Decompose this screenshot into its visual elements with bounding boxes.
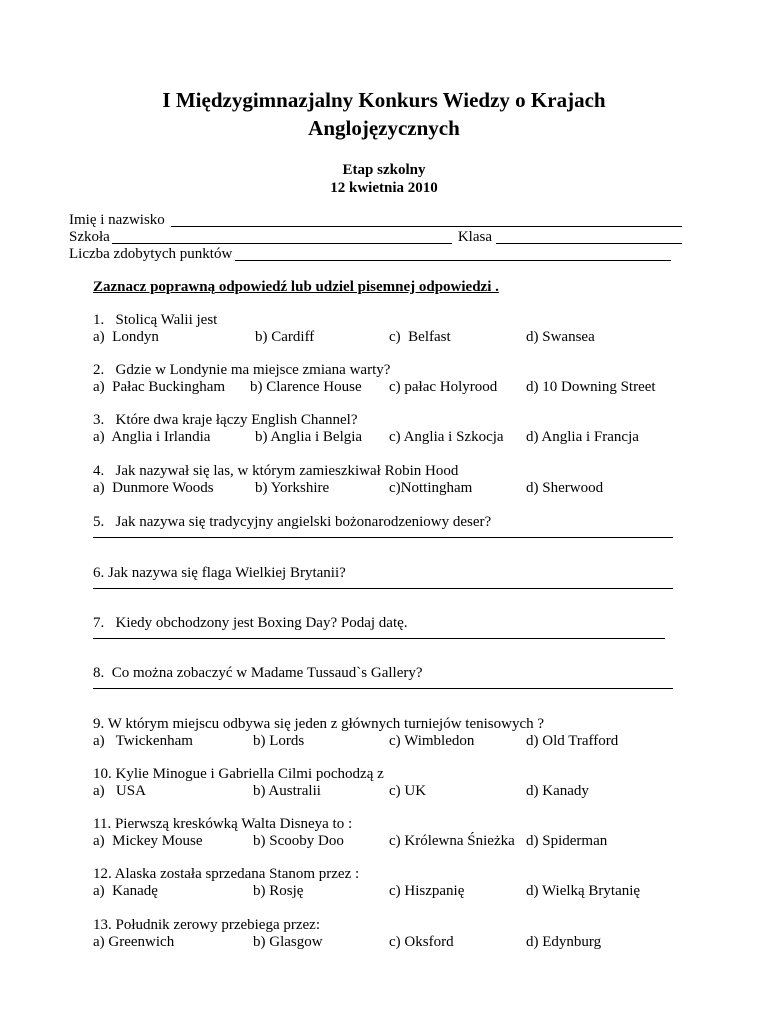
option-c[interactable]: c) pałac Holyrood [389, 379, 498, 395]
question-text: 12. Alaska została sprzedana Stanom przez : [93, 866, 360, 882]
option-d[interactable]: d) 10 Downing Street [526, 379, 656, 395]
class-field[interactable] [496, 231, 682, 244]
option-d[interactable]: d) Wielką Brytanię [526, 883, 641, 899]
option-d[interactable]: d) Swansea [526, 329, 595, 345]
option-d[interactable]: d) Anglia i Francja [526, 429, 639, 445]
question-text: 3. Które dwa kraje łączy English Channel? [93, 412, 358, 428]
option-a[interactable]: a) Greenwich [93, 934, 175, 950]
option-d[interactable]: d) Sherwood [526, 480, 604, 496]
option-d[interactable]: d) Spiderman [526, 833, 608, 849]
option-a[interactable]: a) Mickey Mouse [93, 833, 203, 849]
question-text: 5. Jak nazywa się tradycyjny angielski bożonarodzeniowy deser? [93, 514, 492, 530]
options-row [93, 934, 693, 951]
question-7 [93, 615, 665, 639]
options-row [93, 329, 693, 346]
option-c[interactable]: c) Wimbledon [389, 733, 475, 749]
name-field[interactable] [171, 214, 682, 227]
answer-line[interactable] [93, 588, 673, 589]
question-6 [93, 565, 673, 589]
title-line-2: Anglojęzycznych [308, 116, 460, 140]
question-1 [93, 312, 693, 346]
question-11 [93, 816, 693, 850]
points-label: Liczba zdobytych punktów [69, 246, 233, 262]
class-label: Klasa [457, 229, 492, 245]
question-text: 4. Jak nazywał się las, w którym zamieszkiwał Robin Hood [93, 463, 459, 479]
answer-line[interactable] [93, 638, 665, 639]
stage-label: Etap szkolny [342, 162, 426, 178]
option-b[interactable]: b) Australii [253, 783, 321, 799]
option-c[interactable]: c) UK [389, 783, 427, 799]
option-b[interactable]: b) Glasgow [253, 934, 323, 950]
question-text: 10. Kylie Minogue i Gabriella Cilmi pochodzą z [93, 766, 384, 782]
options-row [93, 733, 693, 750]
question-8 [93, 665, 673, 689]
instruction-text: Zaznacz poprawną odpowiedź lub udziel pisemnej odpowiedzi . [93, 279, 499, 295]
option-a[interactable]: a) Anglia i Irlandia [93, 429, 211, 445]
option-d[interactable]: d) Edynburg [526, 934, 602, 950]
name-label: Imię i nazwisko [69, 212, 165, 228]
question-3 [93, 412, 693, 446]
question-10 [93, 766, 693, 800]
question-13 [93, 917, 693, 951]
option-b[interactable]: b) Scooby Doo [253, 833, 344, 849]
option-c[interactable]: c) Belfast [389, 329, 451, 345]
question-text: 8. Co można zobaczyć w Madame Tussaud`s Gallery? [93, 665, 423, 681]
option-a[interactable]: a) Dunmore Woods [93, 480, 214, 496]
question-9 [93, 716, 693, 750]
question-text: 11. Pierwszą kreskówką Walta Disneya to : [93, 816, 353, 832]
title-line-1: I Międzygimnazjalny Konkurs Wiedzy o Krajach [162, 88, 606, 112]
school-field[interactable] [112, 231, 452, 244]
school-label: Szkoła [69, 229, 110, 245]
question-text: 1. Stolicą Walii jest [93, 312, 218, 328]
option-b[interactable]: b) Lords [253, 733, 305, 749]
options-row [93, 429, 693, 446]
option-c[interactable]: c)Nottingham [389, 480, 473, 496]
question-2 [93, 362, 693, 396]
answer-line[interactable] [93, 537, 673, 538]
option-c[interactable]: c) Oksford [389, 934, 454, 950]
question-text: 13. Południk zerowy przebiega przez: [93, 917, 320, 933]
option-d[interactable]: d) Old Trafford [526, 733, 619, 749]
options-row [93, 379, 693, 396]
points-row [69, 246, 693, 263]
option-c[interactable]: c) Hiszpanię [389, 883, 465, 899]
options-row [93, 480, 693, 497]
option-c[interactable]: c) Anglia i Szkocja [389, 429, 504, 445]
option-b[interactable]: b) Anglia i Belgia [255, 429, 363, 445]
question-text: 9. W którym miejscu odbywa się jeden z głównych turniejów tenisowych ? [93, 716, 545, 732]
option-b[interactable]: b) Cardiff [255, 329, 315, 345]
date-label: 12 kwietnia 2010 [330, 180, 438, 196]
option-a[interactable]: a) Londyn [93, 329, 159, 345]
options-row [93, 883, 693, 900]
options-row [93, 833, 693, 850]
school-row [69, 229, 693, 246]
option-a[interactable]: a) Twickenham [93, 733, 193, 749]
option-b[interactable]: b) Yorkshire [255, 480, 330, 496]
question-5 [93, 514, 673, 538]
name-row [69, 212, 693, 229]
student-info-fields [69, 212, 693, 263]
question-text: 2. Gdzie w Londynie ma miejsce zmiana warty? [93, 362, 391, 378]
options-row [93, 783, 693, 800]
option-b[interactable]: b) Rosję [253, 883, 304, 899]
points-field[interactable] [235, 248, 671, 261]
question-12 [93, 866, 693, 900]
option-c[interactable]: c) Królewna Śnieżka [389, 833, 515, 849]
option-a[interactable]: a) Pałac Buckingham [93, 379, 226, 395]
stage-info [0, 161, 768, 197]
option-a[interactable]: a) Kanadę [93, 883, 158, 899]
option-a[interactable]: a) USA [93, 783, 146, 799]
option-d[interactable]: d) Kanady [526, 783, 589, 799]
question-text: 7. Kiedy obchodzony jest Boxing Day? Podaj datę. [93, 615, 408, 631]
option-b[interactable]: b) Clarence House [250, 379, 362, 395]
question-4 [93, 463, 693, 497]
question-text: 6. Jak nazywa się flaga Wielkiej Brytanii? [93, 565, 346, 581]
page-title [0, 86, 768, 142]
answer-line[interactable] [93, 688, 673, 689]
